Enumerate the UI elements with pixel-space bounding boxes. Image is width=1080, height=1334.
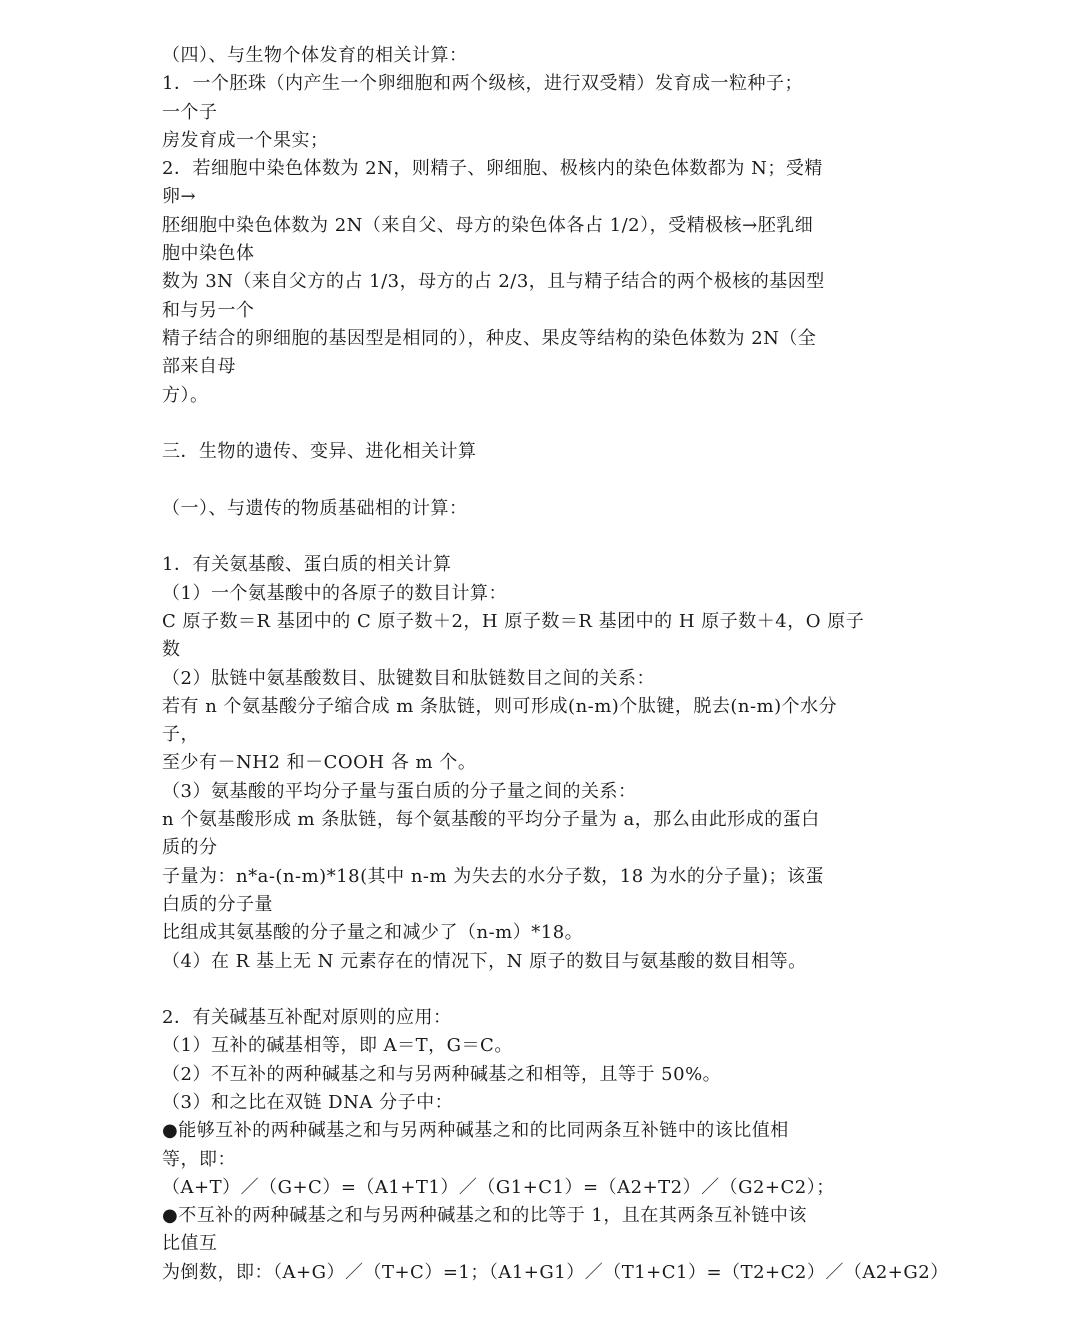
- blank-line: [162, 523, 922, 551]
- text-line: 比组成其氨基酸的分子量之和减少了（n-m）*18。: [162, 922, 584, 944]
- text-line: 方）。: [162, 384, 209, 406]
- blank-line: [162, 976, 922, 1004]
- text-line: 为倒数，即：（A+G）／（T+C）=1；（A1+G1）／（T1+C1）=（T2+C2）／（A2+G2）: [162, 1261, 949, 1283]
- text-line: ●不互补的两种碱基之和与另两种碱基之和的比等于 1，且在其两条互补链中该: [162, 1205, 807, 1227]
- text-line: 卵→: [162, 186, 197, 208]
- text-line: 胞中染色体: [162, 243, 255, 265]
- text-line: （四）、与生物个体发育的相关计算：: [162, 45, 468, 66]
- text-line: 白质的分子量: [162, 893, 273, 915]
- text-line: 一个子: [162, 101, 218, 123]
- text-line: 子，: [162, 724, 199, 746]
- text-line: 等，即：: [162, 1148, 236, 1170]
- document-page: [162, 42, 949, 1287]
- text-line: 精子结合的卵细胞的基因型是相同的），种皮、果皮等结构的染色体数为 2N（全: [162, 327, 817, 349]
- text-line: 子量为：n*a-(n-m)*18(其中 n-m 为失去的水分子数，18 为水的分子量)；该蛋: [162, 865, 824, 887]
- text-line: 1．有关氨基酸、蛋白质的相关计算: [162, 554, 452, 576]
- text-line: 数为 3N（来自父方的占 1/3，母方的占 2/3，且与精子结合的两个极核的基因型: [162, 271, 825, 293]
- blank-line: [162, 410, 922, 438]
- text-line: 2．有关碱基互补配对原则的应用：: [162, 1007, 452, 1029]
- text-line: C 原子数＝R 基团中的 C 原子数＋2，H 原子数＝R 基团中的 H 原子数＋4，O 原子: [162, 610, 865, 632]
- text-line: 房发育成一个果实；: [162, 129, 329, 151]
- text-line: 至少有－NH2 和－COOH 各 m 个。: [162, 752, 477, 774]
- text-line: （1）互补的碱基相等，即 A＝T，G＝C。: [162, 1035, 513, 1057]
- blank-line: [162, 466, 922, 494]
- text-line: 三．生物的遗传、变异、进化相关计算: [162, 441, 477, 463]
- text-line: （4）在 R 基上无 N 元素存在的情况下，N 原子的数目与氨基酸的数目相等。: [162, 950, 807, 972]
- text-line: 2．若细胞中染色体数为 2N，则精子、卵细胞、极核内的染色体数都为 N；受精: [162, 158, 823, 180]
- text-line: （A+T）／（G+C）=（A1+T1）／（G1+C1）=（A2+T2）／（G2+C2）；: [162, 1176, 835, 1198]
- text-line: （一）、与遗传的物质基础相的计算：: [162, 497, 468, 519]
- text-line: 若有 n 个氨基酸分子缩合成 m 条肽链，则可形成(n-m)个肽键，脱去(n-m)个水分: [162, 695, 838, 717]
- text-line: （2）不互补的两种碱基之和与另两种碱基之和相等，且等于 50%。: [162, 1063, 722, 1085]
- text-line: 和与另一个: [162, 299, 255, 321]
- text-line: 胚细胞中染色体数为 2N（来自父、母方的染色体各占 1/2），受精极核→胚乳细: [162, 214, 814, 236]
- text-line: 部来自母: [162, 356, 236, 378]
- text-line: ●能够互补的两种碱基之和与另两种碱基之和的比同两条互补链中的该比值相: [162, 1120, 789, 1142]
- text-line: n 个氨基酸形成 m 条肽链，每个氨基酸的平均分子量为 a，那么由此形成的蛋白: [162, 809, 820, 831]
- text-line: （3）和之比在双链 DNA 分子中：: [162, 1091, 454, 1113]
- text-line: （2）肽链中氨基酸数目、肽键数目和肽链数目之间的关系：: [162, 667, 655, 689]
- text-line: （1）一个氨基酸中的各原子的数目计算：: [162, 582, 507, 604]
- text-line: 1．一个胚珠（内产生一个卵细胞和两个级核，进行双受精）发育成一粒种子；: [162, 73, 803, 95]
- text-line: （3）氨基酸的平均分子量与蛋白质的分子量之间的关系：: [162, 780, 637, 802]
- text-line: 数: [162, 639, 181, 661]
- text-line: 质的分: [162, 837, 218, 859]
- text-line: 比值互: [162, 1233, 218, 1255]
